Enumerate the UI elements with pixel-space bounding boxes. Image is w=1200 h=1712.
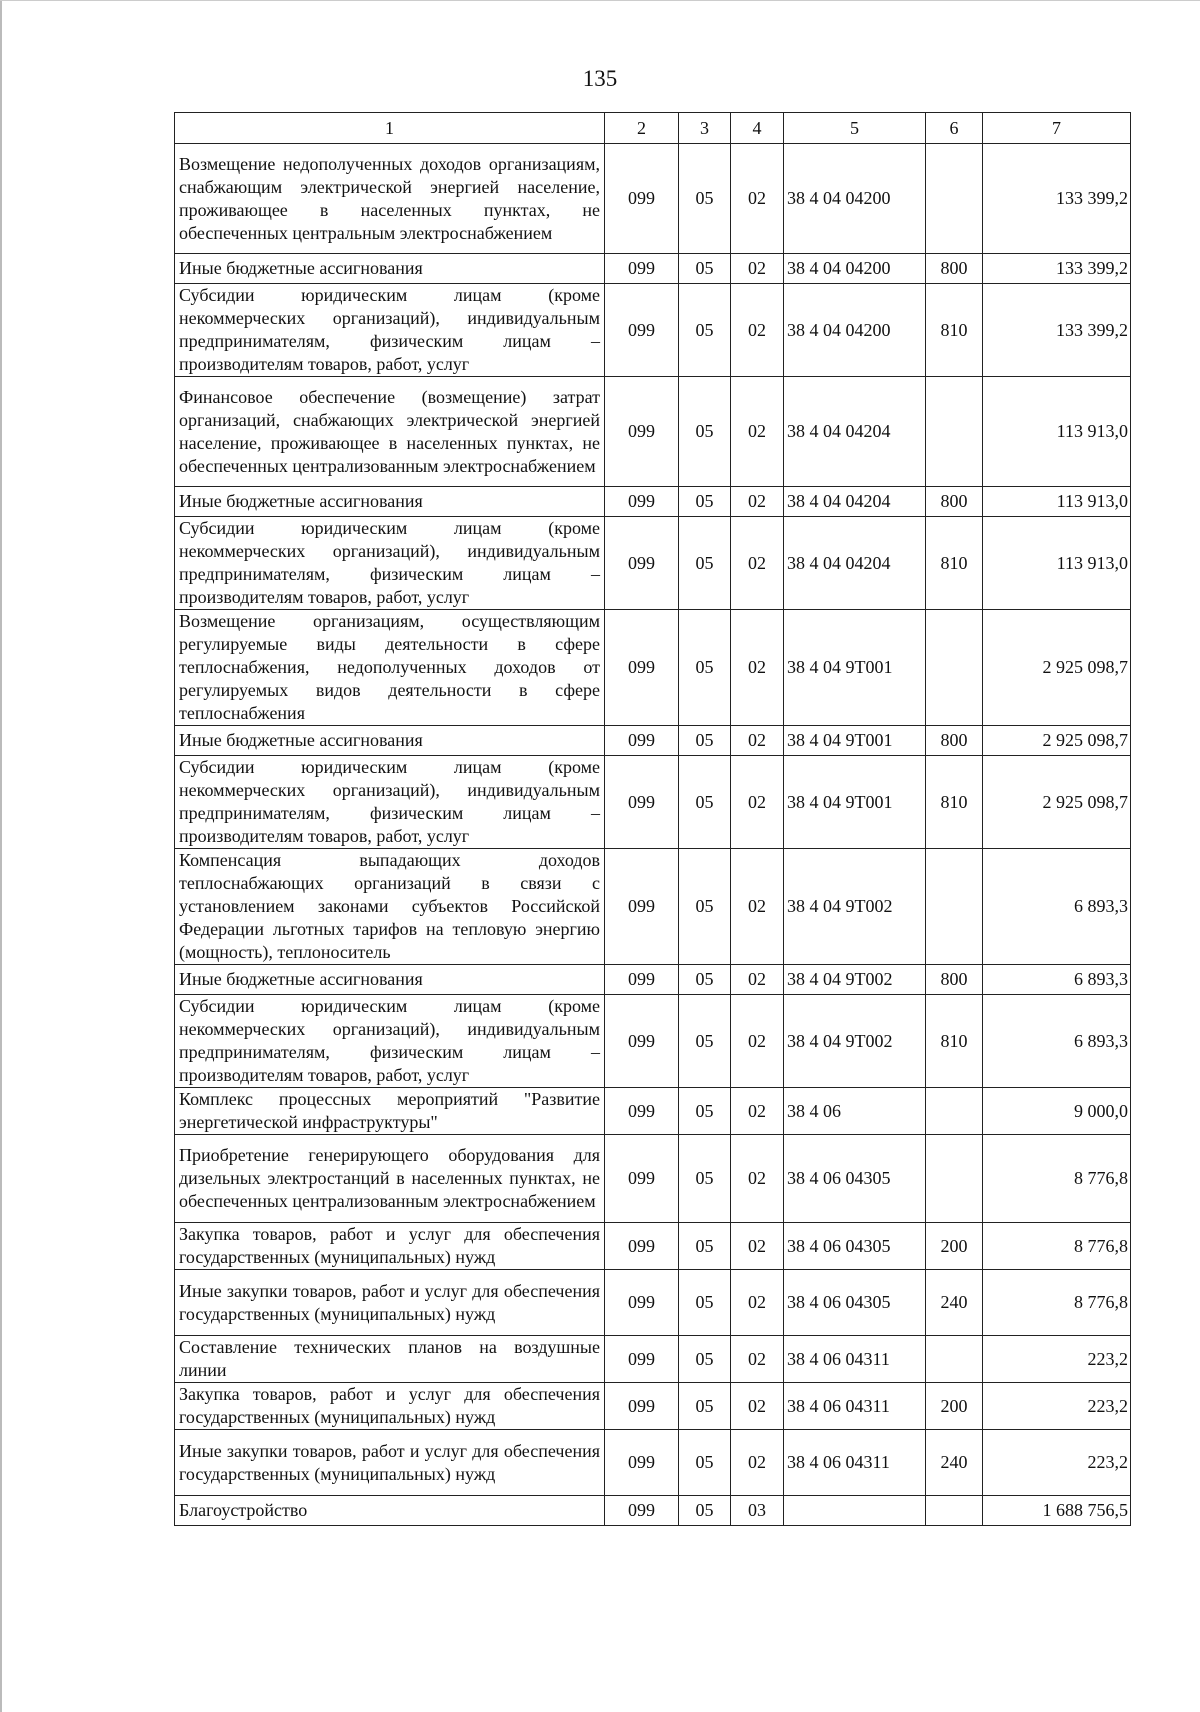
cell-target-item: 38 4 04 9Т001 bbox=[784, 756, 926, 849]
cell-target-item: 38 4 04 04200 bbox=[784, 254, 926, 284]
cell-section: 05 bbox=[679, 610, 731, 726]
table-row bbox=[175, 254, 1131, 284]
cell-grbs: 099 bbox=[605, 284, 679, 377]
table-row bbox=[175, 1270, 1131, 1336]
cell-description: Иные бюджетные ассигнования bbox=[175, 726, 605, 756]
cell-grbs: 099 bbox=[605, 610, 679, 726]
cell-description: Возмещение недополученных доходов организациям, снабжающим электрической энергией население, проживающее в населенных пунктах, не обеспеченных центральным электроснабжением bbox=[175, 144, 605, 254]
column-header-7: 7 bbox=[983, 113, 1131, 144]
scan-top-edge bbox=[0, 0, 1200, 1]
cell-target-item: 38 4 04 04204 bbox=[784, 517, 926, 610]
cell-target-item: 38 4 04 9Т001 bbox=[784, 726, 926, 756]
cell-section: 05 bbox=[679, 487, 731, 517]
budget-table bbox=[174, 112, 1131, 1526]
table-row bbox=[175, 144, 1131, 254]
cell-grbs: 099 bbox=[605, 1336, 679, 1383]
cell-section: 05 bbox=[679, 1430, 731, 1496]
cell-target-item: 38 4 04 04200 bbox=[784, 284, 926, 377]
cell-expense-type: 200 bbox=[926, 1223, 983, 1270]
cell-subsection: 02 bbox=[731, 377, 784, 487]
cell-grbs: 099 bbox=[605, 1383, 679, 1430]
cell-expense-type: 800 bbox=[926, 487, 983, 517]
column-header-5: 5 bbox=[784, 113, 926, 144]
cell-grbs: 099 bbox=[605, 487, 679, 517]
cell-grbs: 099 bbox=[605, 254, 679, 284]
page-number: 135 bbox=[582, 66, 618, 91]
cell-section: 05 bbox=[679, 849, 731, 965]
cell-description: Иные закупки товаров, работ и услуг для обеспечения государственных (муниципальных) нужд bbox=[175, 1430, 605, 1496]
table-row bbox=[175, 1430, 1131, 1496]
cell-amount: 2 925 098,7 bbox=[983, 726, 1131, 756]
table-row bbox=[175, 1223, 1131, 1270]
table-row bbox=[175, 517, 1131, 610]
cell-target-item: 38 4 06 bbox=[784, 1088, 926, 1135]
cell-description: Закупка товаров, работ и услуг для обеспечения государственных (муниципальных) нужд bbox=[175, 1383, 605, 1430]
cell-description: Субсидии юридическим лицам (кроме некоммерческих организаций), индивидуальным предпринимателям, физическим лицам – производителям товаров, работ, услуг bbox=[175, 517, 605, 610]
cell-section: 05 bbox=[679, 1496, 731, 1526]
cell-target-item: 38 4 04 04204 bbox=[784, 487, 926, 517]
cell-subsection: 03 bbox=[731, 1496, 784, 1526]
cell-target-item: 38 4 04 04200 bbox=[784, 144, 926, 254]
cell-subsection: 02 bbox=[731, 1383, 784, 1430]
column-header-4: 4 bbox=[731, 113, 784, 144]
cell-section: 05 bbox=[679, 284, 731, 377]
cell-target-item: 38 4 06 04311 bbox=[784, 1336, 926, 1383]
cell-section: 05 bbox=[679, 1223, 731, 1270]
cell-amount: 2 925 098,7 bbox=[983, 756, 1131, 849]
cell-description: Финансовое обеспечение (возмещение) затрат организаций, снабжающих электрической энергией население, проживающее в населенных пунктах, не обеспеченных централизованным электроснабжением bbox=[175, 377, 605, 487]
table-row bbox=[175, 995, 1131, 1088]
scan-left-edge bbox=[0, 0, 2, 1712]
cell-expense-type bbox=[926, 1088, 983, 1135]
cell-target-item bbox=[784, 1496, 926, 1526]
header-row bbox=[175, 113, 1131, 144]
cell-expense-type bbox=[926, 144, 983, 254]
cell-grbs: 099 bbox=[605, 1135, 679, 1223]
cell-amount: 8 776,8 bbox=[983, 1223, 1131, 1270]
cell-subsection: 02 bbox=[731, 1430, 784, 1496]
cell-expense-type bbox=[926, 1135, 983, 1223]
cell-expense-type: 810 bbox=[926, 756, 983, 849]
table-row bbox=[175, 1088, 1131, 1135]
cell-amount: 6 893,3 bbox=[983, 965, 1131, 995]
cell-amount: 1 688 756,5 bbox=[983, 1496, 1131, 1526]
cell-expense-type bbox=[926, 610, 983, 726]
cell-amount: 113 913,0 bbox=[983, 487, 1131, 517]
cell-description: Субсидии юридическим лицам (кроме некоммерческих организаций), индивидуальным предпринимателям, физическим лицам – производителям товаров, работ, услуг bbox=[175, 284, 605, 377]
cell-description: Закупка товаров, работ и услуг для обеспечения государственных (муниципальных) нужд bbox=[175, 1223, 605, 1270]
cell-grbs: 099 bbox=[605, 1496, 679, 1526]
cell-section: 05 bbox=[679, 726, 731, 756]
cell-section: 05 bbox=[679, 144, 731, 254]
cell-amount: 9 000,0 bbox=[983, 1088, 1131, 1135]
cell-grbs: 099 bbox=[605, 756, 679, 849]
cell-amount: 223,2 bbox=[983, 1336, 1131, 1383]
cell-description: Составление технических планов на воздушные линии bbox=[175, 1336, 605, 1383]
cell-section: 05 bbox=[679, 1270, 731, 1336]
cell-target-item: 38 4 04 9Т002 bbox=[784, 965, 926, 995]
cell-subsection: 02 bbox=[731, 1088, 784, 1135]
cell-subsection: 02 bbox=[731, 1270, 784, 1336]
cell-description: Приобретение генерирующего оборудования для дизельных электростанций в населенных пунктах, не обеспеченных централизованным электроснабжением bbox=[175, 1135, 605, 1223]
cell-grbs: 099 bbox=[605, 849, 679, 965]
cell-subsection: 02 bbox=[731, 1336, 784, 1383]
cell-section: 05 bbox=[679, 995, 731, 1088]
cell-section: 05 bbox=[679, 377, 731, 487]
cell-amount: 2 925 098,7 bbox=[983, 610, 1131, 726]
cell-subsection: 02 bbox=[731, 1223, 784, 1270]
cell-description: Субсидии юридическим лицам (кроме некоммерческих организаций), индивидуальным предпринимателям, физическим лицам – производителям товаров, работ, услуг bbox=[175, 995, 605, 1088]
table-row bbox=[175, 726, 1131, 756]
cell-description: Субсидии юридическим лицам (кроме некоммерческих организаций), индивидуальным предпринимателям, физическим лицам – производителям товаров, работ, услуг bbox=[175, 756, 605, 849]
column-header-1: 1 bbox=[175, 113, 605, 144]
cell-description: Иные бюджетные ассигнования bbox=[175, 487, 605, 517]
cell-subsection: 02 bbox=[731, 995, 784, 1088]
cell-subsection: 02 bbox=[731, 610, 784, 726]
cell-expense-type: 240 bbox=[926, 1270, 983, 1336]
cell-description: Иные бюджетные ассигнования bbox=[175, 965, 605, 995]
cell-section: 05 bbox=[679, 254, 731, 284]
cell-description: Возмещение организациям, осуществляющим регулируемые виды деятельности в сфере теплоснабжения, недополученных доходов от регулируемых видов деятельности в сфере теплоснабжения bbox=[175, 610, 605, 726]
cell-amount: 133 399,2 bbox=[983, 144, 1131, 254]
cell-target-item: 38 4 04 9Т002 bbox=[784, 995, 926, 1088]
cell-subsection: 02 bbox=[731, 487, 784, 517]
cell-amount: 113 913,0 bbox=[983, 377, 1131, 487]
cell-target-item: 38 4 04 9Т001 bbox=[784, 610, 926, 726]
cell-subsection: 02 bbox=[731, 849, 784, 965]
cell-expense-type: 240 bbox=[926, 1430, 983, 1496]
cell-target-item: 38 4 06 04305 bbox=[784, 1270, 926, 1336]
cell-amount: 8 776,8 bbox=[983, 1135, 1131, 1223]
cell-subsection: 02 bbox=[731, 726, 784, 756]
table-row bbox=[175, 849, 1131, 965]
cell-subsection: 02 bbox=[731, 517, 784, 610]
cell-amount: 223,2 bbox=[983, 1383, 1131, 1430]
cell-expense-type: 800 bbox=[926, 726, 983, 756]
cell-section: 05 bbox=[679, 965, 731, 995]
cell-expense-type: 800 bbox=[926, 254, 983, 284]
cell-expense-type: 200 bbox=[926, 1383, 983, 1430]
cell-grbs: 099 bbox=[605, 995, 679, 1088]
table-body bbox=[175, 144, 1131, 1526]
cell-expense-type: 810 bbox=[926, 517, 983, 610]
cell-amount: 8 776,8 bbox=[983, 1270, 1131, 1336]
table-row bbox=[175, 1135, 1131, 1223]
column-header-2: 2 bbox=[605, 113, 679, 144]
table-row bbox=[175, 1383, 1131, 1430]
column-header-6: 6 bbox=[926, 113, 983, 144]
cell-description: Компенсация выпадающих доходов теплоснабжающих организаций в связи с установлением законами субъектов Российской Федерации льготных тарифов на тепловую энергию (мощность), теплоноситель bbox=[175, 849, 605, 965]
cell-section: 05 bbox=[679, 1088, 731, 1135]
cell-subsection: 02 bbox=[731, 254, 784, 284]
cell-grbs: 099 bbox=[605, 1430, 679, 1496]
table-row bbox=[175, 284, 1131, 377]
cell-section: 05 bbox=[679, 756, 731, 849]
cell-description: Иные закупки товаров, работ и услуг для обеспечения государственных (муниципальных) нужд bbox=[175, 1270, 605, 1336]
table-row bbox=[175, 487, 1131, 517]
cell-amount: 133 399,2 bbox=[983, 254, 1131, 284]
cell-amount: 6 893,3 bbox=[983, 995, 1131, 1088]
cell-target-item: 38 4 06 04305 bbox=[784, 1135, 926, 1223]
cell-grbs: 099 bbox=[605, 726, 679, 756]
table-row bbox=[175, 1336, 1131, 1383]
table-row bbox=[175, 965, 1131, 995]
cell-grbs: 099 bbox=[605, 517, 679, 610]
cell-expense-type: 810 bbox=[926, 284, 983, 377]
cell-description: Благоустройство bbox=[175, 1496, 605, 1526]
table-row bbox=[175, 756, 1131, 849]
cell-expense-type bbox=[926, 377, 983, 487]
cell-target-item: 38 4 04 04204 bbox=[784, 377, 926, 487]
cell-section: 05 bbox=[679, 1336, 731, 1383]
cell-subsection: 02 bbox=[731, 144, 784, 254]
table-row bbox=[175, 1496, 1131, 1526]
table-row bbox=[175, 610, 1131, 726]
cell-target-item: 38 4 06 04311 bbox=[784, 1430, 926, 1496]
cell-subsection: 02 bbox=[731, 756, 784, 849]
cell-grbs: 099 bbox=[605, 144, 679, 254]
cell-description: Иные бюджетные ассигнования bbox=[175, 254, 605, 284]
cell-subsection: 02 bbox=[731, 965, 784, 995]
cell-amount: 113 913,0 bbox=[983, 517, 1131, 610]
cell-target-item: 38 4 06 04305 bbox=[784, 1223, 926, 1270]
cell-target-item: 38 4 06 04311 bbox=[784, 1383, 926, 1430]
cell-expense-type: 800 bbox=[926, 965, 983, 995]
cell-grbs: 099 bbox=[605, 1088, 679, 1135]
table-row bbox=[175, 377, 1131, 487]
cell-subsection: 02 bbox=[731, 284, 784, 377]
cell-expense-type bbox=[926, 849, 983, 965]
cell-description: Комплекс процессных мероприятий "Развитие энергетической инфраструктуры" bbox=[175, 1088, 605, 1135]
cell-amount: 6 893,3 bbox=[983, 849, 1131, 965]
cell-expense-type bbox=[926, 1496, 983, 1526]
column-header-3: 3 bbox=[679, 113, 731, 144]
cell-expense-type: 810 bbox=[926, 995, 983, 1088]
cell-grbs: 099 bbox=[605, 1223, 679, 1270]
cell-section: 05 bbox=[679, 1135, 731, 1223]
cell-section: 05 bbox=[679, 1383, 731, 1430]
cell-grbs: 099 bbox=[605, 377, 679, 487]
cell-amount: 133 399,2 bbox=[983, 284, 1131, 377]
cell-grbs: 099 bbox=[605, 965, 679, 995]
cell-subsection: 02 bbox=[731, 1135, 784, 1223]
cell-amount: 223,2 bbox=[983, 1430, 1131, 1496]
cell-grbs: 099 bbox=[605, 1270, 679, 1336]
cell-expense-type bbox=[926, 1336, 983, 1383]
cell-target-item: 38 4 04 9Т002 bbox=[784, 849, 926, 965]
cell-section: 05 bbox=[679, 517, 731, 610]
